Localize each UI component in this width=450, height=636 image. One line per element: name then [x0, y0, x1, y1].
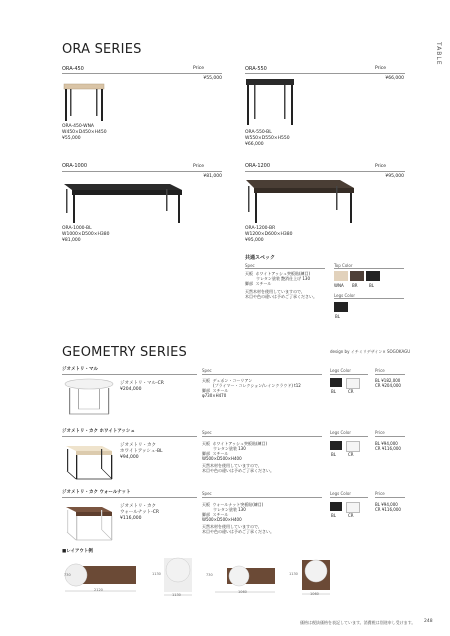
top-color-label: Top Color — [334, 263, 353, 268]
geometry-kaku-wa-price: ¥94,000 — [120, 455, 139, 460]
geometry-maru-price-bl: BL ¥182,000 — [375, 378, 401, 383]
geometry-kaku-wa-model: ジオメトリ・カク — [120, 443, 156, 448]
ora-450-image — [60, 78, 110, 123]
geometry-kaku-wn-spec — [202, 502, 274, 534]
ora-1200-price: ¥95,000 — [385, 174, 404, 179]
legs-color-bl: BL — [335, 314, 340, 319]
ora-550-name: ORA-550 — [245, 66, 267, 72]
ora-1200-name: ORA-1200 — [245, 163, 271, 169]
ora-1200-price-detail: ¥95,000 — [245, 238, 264, 243]
layout-2-dim-height: 1130 — [152, 572, 161, 576]
geometry-maru-rule — [62, 374, 197, 375]
ora-1000-model: ORA-1000-BL — [62, 226, 92, 231]
geometry-kaku-wa-legs-bl: BL — [331, 452, 336, 457]
geometry-kaku-wn-image — [62, 501, 117, 543]
geometry-maru-price-cr: CR ¥204,000 — [375, 383, 401, 388]
geometry-kaku-wn-legs-bl: BL — [331, 513, 336, 518]
layout-3-dim-width: 1060 — [238, 590, 247, 594]
spec-row-value: ウォールナット突板貼(練目) — [212, 502, 264, 507]
geometry-kaku-wa-legs-cr: CR — [348, 452, 354, 457]
geometry-kaku-wn-rule — [62, 497, 197, 498]
geometry-kaku-wn-price: ¥116,000 — [120, 516, 142, 521]
ora-1000-price-detail: ¥81,000 — [62, 238, 81, 243]
ora-1200-image — [240, 174, 360, 226]
geometry-kaku-wn-swatch-cr — [346, 502, 360, 513]
geometry-maru-image — [62, 377, 117, 419]
ora-450-price: ¥55,000 — [203, 76, 222, 81]
geometry-maru-details — [120, 381, 164, 393]
geometry-kaku-wa-note2: 木目や色の違いは予めご了承ください。 — [202, 468, 274, 473]
side-tab-table: TABLE — [435, 42, 442, 66]
spec-row-value: スチール — [212, 388, 229, 393]
geometry-kaku-wn-note2: 木目や色の違いは予めご了承ください。 — [202, 529, 274, 534]
layout-example-title: ■レイアウト例 — [62, 549, 93, 554]
ora-1000-image — [58, 176, 188, 226]
ora-550-image — [243, 74, 298, 129]
geometry-maru-spec-rule — [202, 374, 322, 375]
ora-1200-model: ORA-1200-BR — [245, 226, 276, 231]
geometry-kaku-wa-rule — [62, 436, 197, 437]
ora-1000-price: ¥81,000 — [203, 174, 222, 179]
geometry-kaku-wn-price-label: Price — [375, 491, 385, 496]
geometry-kaku-wn-spec-rule — [202, 497, 322, 498]
swatch-br — [350, 271, 364, 281]
swatch-legs-bl — [334, 302, 348, 312]
ora-1000-rule — [62, 171, 222, 172]
geometry-kaku-wn-legs-rule — [330, 497, 368, 498]
geometry-kaku-wa-swatch-bl — [330, 441, 342, 450]
geometry-kaku-wa-note1: 天然木材を使用していますので、 — [202, 463, 262, 468]
ora-1000-size: W1000×D500×H380 — [62, 232, 110, 237]
layout-1-dim-width: 2120 — [94, 588, 103, 592]
layout-4-dim-height: 1130 — [289, 572, 298, 576]
common-spec-title: 共通スペック — [245, 255, 276, 261]
geometry-maru-price-label: Price — [375, 368, 385, 373]
common-spec-note2: 木目や色の違いは予めご了承ください。 — [245, 294, 317, 299]
ora-450-rule — [62, 73, 222, 74]
geometry-kaku-wn-details — [120, 504, 159, 522]
spec-row-value: スチール — [255, 281, 272, 286]
ora-1200-price-header: Price — [375, 164, 386, 169]
geometry-series-title: GEOMETRY SERIES — [62, 345, 187, 360]
layout-example-1 — [62, 558, 142, 598]
spec-row-label: 天板 — [202, 502, 210, 507]
spec-row-value: ウレタン塗装 艶消仕上げ 130 — [256, 276, 311, 281]
ora-450-name: ORA-450 — [62, 66, 84, 72]
geometry-maru-legs-cr: CR — [348, 389, 354, 394]
spec-row-value: スチール — [212, 451, 229, 456]
spec-row-label: 天板 — [202, 441, 210, 446]
design-credit: design by イチミリデザイン× SOGOKAGU — [330, 349, 411, 354]
geometry-kaku-wn-note1: 天然木材を使用していますので、 — [202, 524, 262, 529]
geometry-kaku-wa-price-bl: BL ¥94,000 — [375, 441, 398, 446]
geometry-kaku-wn-swatch-bl — [330, 502, 342, 511]
ora-550-details — [245, 130, 290, 148]
spec-row-label: 脚部 — [202, 388, 210, 393]
geometry-kaku-wa-image — [62, 440, 117, 482]
geometry-kaku-wn-model: ジオメトリ・カク — [120, 504, 156, 509]
top-color-bl: BL — [369, 283, 374, 288]
geometry-maru-size: φ730×H470 — [202, 393, 227, 398]
layout-4-dim-width: 1060 — [310, 592, 319, 596]
ora-1000-price-header: Price — [193, 164, 204, 169]
top-color-wna: WNA — [334, 283, 344, 288]
geometry-kaku-wa-spec-rule — [202, 436, 322, 437]
geometry-kaku-wn-legs-label: Legs Color — [330, 491, 351, 496]
spec-row-value: ホワイトアッシュ突板貼(練目) — [255, 271, 311, 276]
geometry-maru-spec — [202, 378, 301, 398]
top-color-br: BR — [352, 283, 358, 288]
geometry-maru-prices — [375, 378, 401, 388]
geometry-kaku-wn-name: ジオメトリ・カク ウォールナット — [62, 490, 131, 495]
geometry-maru-swatch-cr — [346, 378, 360, 389]
layout-3-dim-height: 730 — [206, 573, 213, 577]
geometry-kaku-wa-price-cr: CR ¥116,000 — [375, 446, 401, 451]
spec-row-value: ウレタン塗装 130 — [213, 446, 246, 451]
ora-550-size: W550×D550×H550 — [245, 136, 290, 141]
geometry-maru-name: ジオメトリ・マル — [62, 367, 98, 372]
spec-row-value: (プライマー・コレクション/レインクラウド) t12 — [213, 383, 301, 388]
ora-450-size: W450×D450×H450 — [62, 130, 107, 135]
legs-color-rule — [334, 298, 404, 299]
layout-1-dim-height: 730 — [64, 573, 71, 577]
geometry-kaku-wa-price-label: Price — [375, 430, 385, 435]
geometry-kaku-wa-size: W500×D500×H400 — [202, 456, 242, 461]
geometry-kaku-wa-details — [120, 443, 163, 461]
spec-row-value: デュポン・コーリアン — [212, 378, 253, 383]
legs-color-label: Legs Color — [334, 293, 355, 298]
geometry-kaku-wn-legs-cr: CR — [348, 513, 354, 518]
layout-2-dim-width: 1130 — [172, 593, 181, 597]
common-spec-label: Spec — [245, 263, 255, 268]
layout-example-2 — [150, 556, 200, 598]
spec-row-label: 天板 — [202, 378, 210, 383]
geometry-kaku-wa-model2: ホワイトアッシュ-BL — [120, 449, 163, 454]
geometry-kaku-wa-prices — [375, 441, 401, 451]
ora-1000-details — [62, 226, 109, 244]
geometry-kaku-wn-size: W500×D500×H400 — [202, 517, 242, 522]
swatch-bl — [366, 271, 380, 281]
ora-450-price-header: Price — [193, 66, 204, 71]
ora-450-price-detail: ¥55,000 — [62, 136, 81, 141]
ora-1000-name: ORA-1000 — [62, 163, 88, 169]
geometry-kaku-wa-spec — [202, 441, 274, 473]
geometry-kaku-wa-legs-rule — [330, 436, 368, 437]
geometry-kaku-wn-price-cr: CR ¥116,000 — [375, 507, 401, 512]
geometry-maru-model: ジオメトリ・マル-CR — [120, 381, 164, 386]
geometry-maru-price-rule — [375, 374, 405, 375]
geometry-kaku-wa-legs-label: Legs Color — [330, 430, 351, 435]
geometry-kaku-wn-spec-label: Spec — [202, 491, 212, 496]
common-spec-rule — [245, 268, 325, 269]
ora-550-price-header: Price — [375, 66, 386, 71]
geometry-maru-swatch-bl — [330, 378, 342, 387]
geometry-kaku-wn-prices — [375, 502, 401, 512]
spec-row-value: スチール — [212, 512, 229, 517]
ora-1200-rule — [245, 171, 405, 172]
geometry-maru-price: ¥204,000 — [120, 387, 142, 392]
page-number: 248 — [424, 619, 433, 624]
geometry-maru-spec-label: Spec — [202, 368, 212, 373]
ora-450-details — [62, 124, 107, 142]
geometry-kaku-wa-name: ジオメトリ・カク ホワイトアッシュ — [62, 429, 135, 434]
top-color-rule — [334, 268, 404, 269]
ora-450-model: ORA-450-WNA — [62, 124, 95, 129]
geometry-kaku-wa-price-rule — [375, 436, 405, 437]
ora-series-title: ORA SERIES — [62, 42, 142, 57]
geometry-kaku-wn-price-bl: BL ¥94,000 — [375, 502, 398, 507]
spec-row-label: 天板 — [245, 271, 253, 276]
spec-row-label: 脚部 — [202, 451, 210, 456]
footer-note: 価格は税抜価格を表記しています。消費税は別途申し受けます。 — [300, 620, 416, 625]
spec-row-label: 脚部 — [202, 512, 210, 517]
spec-row-label: 脚部 — [245, 281, 253, 286]
geometry-kaku-wn-model2: ウォールナット-CR — [120, 510, 160, 515]
spec-row-value: ホワイトアッシュ突板貼(練目) — [212, 441, 268, 446]
common-spec-rows — [245, 271, 317, 299]
ora-1200-details — [245, 226, 292, 244]
geometry-maru-legs-bl: BL — [331, 389, 336, 394]
ora-550-price-detail: ¥66,000 — [245, 142, 264, 147]
spec-row-value: ウレタン塗装 130 — [213, 507, 246, 512]
ora-1200-size: W1200×D600×H380 — [245, 232, 293, 237]
swatch-wna — [334, 271, 348, 281]
ora-550-model: ORA-550-BL — [245, 130, 272, 135]
geometry-maru-legs-label: Legs Color — [330, 368, 351, 373]
geometry-kaku-wn-price-rule — [375, 497, 405, 498]
common-spec-note1: 天然木材を使用していますので、 — [245, 289, 305, 294]
geometry-maru-legs-rule — [330, 374, 368, 375]
geometry-kaku-wa-spec-label: Spec — [202, 430, 212, 435]
geometry-kaku-wa-swatch-cr — [346, 441, 360, 452]
ora-550-price: ¥66,000 — [385, 76, 404, 81]
